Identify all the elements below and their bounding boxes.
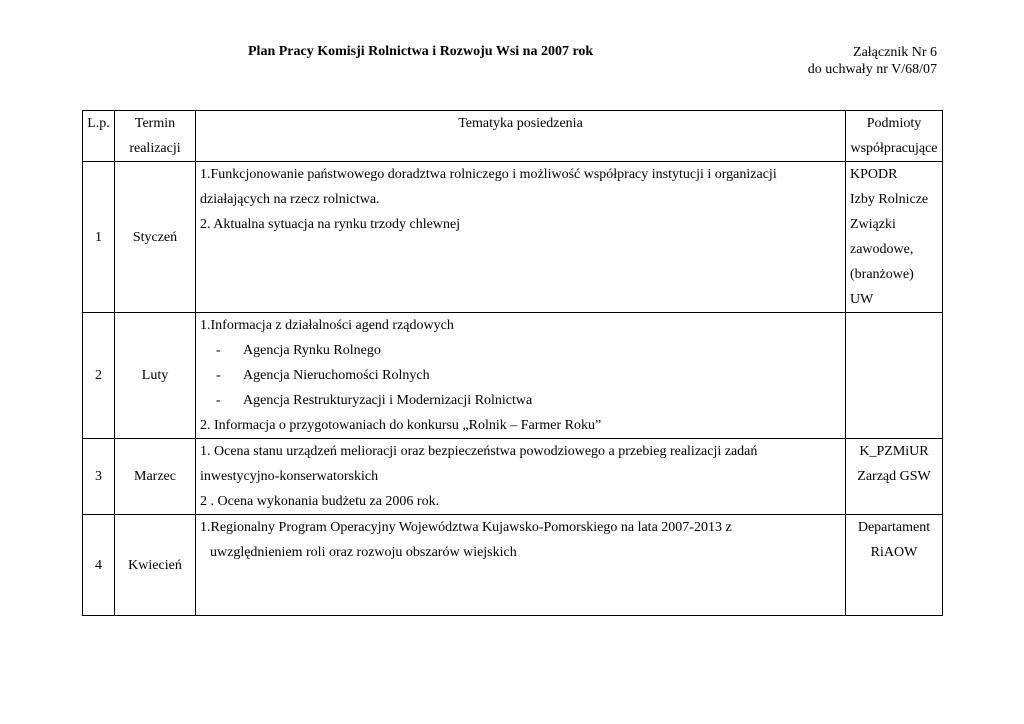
row-number: 2 <box>83 313 115 439</box>
topic-line: 1. Ocena stanu urządzeń melioracji oraz bezpieczeństwa powodziowego a przebieg realizacji zadań <box>200 444 758 459</box>
partner-line: (branżowe) <box>850 267 914 282</box>
agency-list-item: - Agencja Restrukturyzacji i Modernizacji Rolnictwa <box>200 388 841 413</box>
row-partners <box>846 439 943 515</box>
topic-line: 1.Informacja z działalności agend rządowych <box>200 318 454 333</box>
row-term: Kwiecień <box>115 515 196 616</box>
partner-line: KPODR <box>850 167 898 182</box>
row-term: Styczeń <box>115 162 196 313</box>
agency-list-item: - Agencja Nieruchomości Rolnych <box>200 363 841 388</box>
annex-number: Załącznik Nr 6 <box>853 45 937 60</box>
row-term: Marzec <box>115 439 196 515</box>
row-number: 4 <box>83 515 115 616</box>
partner-line: K_PZMiUR <box>859 444 929 459</box>
header-partners-line1: Podmioty <box>866 116 922 131</box>
partner-line: Związki <box>850 217 896 232</box>
header-term-line2: realizacji <box>129 141 181 156</box>
row-topic <box>196 439 846 515</box>
table-header-row <box>83 111 943 162</box>
topic-line: 2 . Ocena wykonania budżetu za 2006 rok. <box>200 494 440 509</box>
table-row <box>83 162 943 313</box>
annex-reference <box>808 44 937 78</box>
header-partners-line2: współpracujące <box>850 141 938 156</box>
row-term: Luty <box>115 313 196 439</box>
row-partners <box>846 162 943 313</box>
work-plan-table <box>82 110 943 616</box>
header-term <box>115 111 196 162</box>
table-row <box>83 439 943 515</box>
topic-line: 1.Regionalny Program Operacyjny Województwa Kujawsko-Pomorskiego na lata 2007-2013 z <box>200 520 732 535</box>
table-row <box>83 313 943 439</box>
partner-line: Departament <box>857 520 931 535</box>
partner-line: UW <box>850 292 874 307</box>
header-topic: Tematyka posiedzenia <box>196 111 846 162</box>
row-number: 1 <box>83 162 115 313</box>
partner-line: RiAOW <box>870 545 918 560</box>
partner-line: Zarząd GSW <box>857 469 931 484</box>
topic-line: 2. Aktualna sytuacja na rynku trzody chlewnej <box>200 217 461 232</box>
topic-line: działających na rzecz rolnictwa. <box>200 192 380 207</box>
table-row <box>83 515 943 616</box>
row-topic <box>196 313 846 439</box>
row-topic <box>196 515 846 616</box>
row-topic <box>196 162 846 313</box>
agency-list-item: - Agencja Rynku Rolnego <box>200 338 841 363</box>
topic-line: 2. Informacja o przygotowaniach do konkursu „Rolnik – Farmer Roku” <box>200 418 602 433</box>
topic-line: 1.Funkcjonowanie państwowego doradztwa rolniczego i możliwość współpracy instytucji i organizacji <box>200 167 777 182</box>
topic-line: inwestycyjno-konserwatorskich <box>200 469 379 484</box>
partner-line: zawodowe, <box>850 242 914 257</box>
header-lp: L.p. <box>83 111 115 162</box>
partner-line: Izby Rolnicze <box>850 192 929 207</box>
row-partners <box>846 313 943 439</box>
header-term-line1: Termin <box>134 116 176 131</box>
topic-line: uwzględnieniem roli oraz rozwoju obszarów wiejskich <box>210 545 517 560</box>
page-title: Plan Pracy Komisji Rolnictwa i Rozwoju Wsi na 2007 rok <box>248 44 594 59</box>
header-partners <box>846 111 943 162</box>
row-partners <box>846 515 943 616</box>
row-number: 3 <box>83 439 115 515</box>
resolution-number: do uchwały nr V/68/07 <box>807 62 937 77</box>
